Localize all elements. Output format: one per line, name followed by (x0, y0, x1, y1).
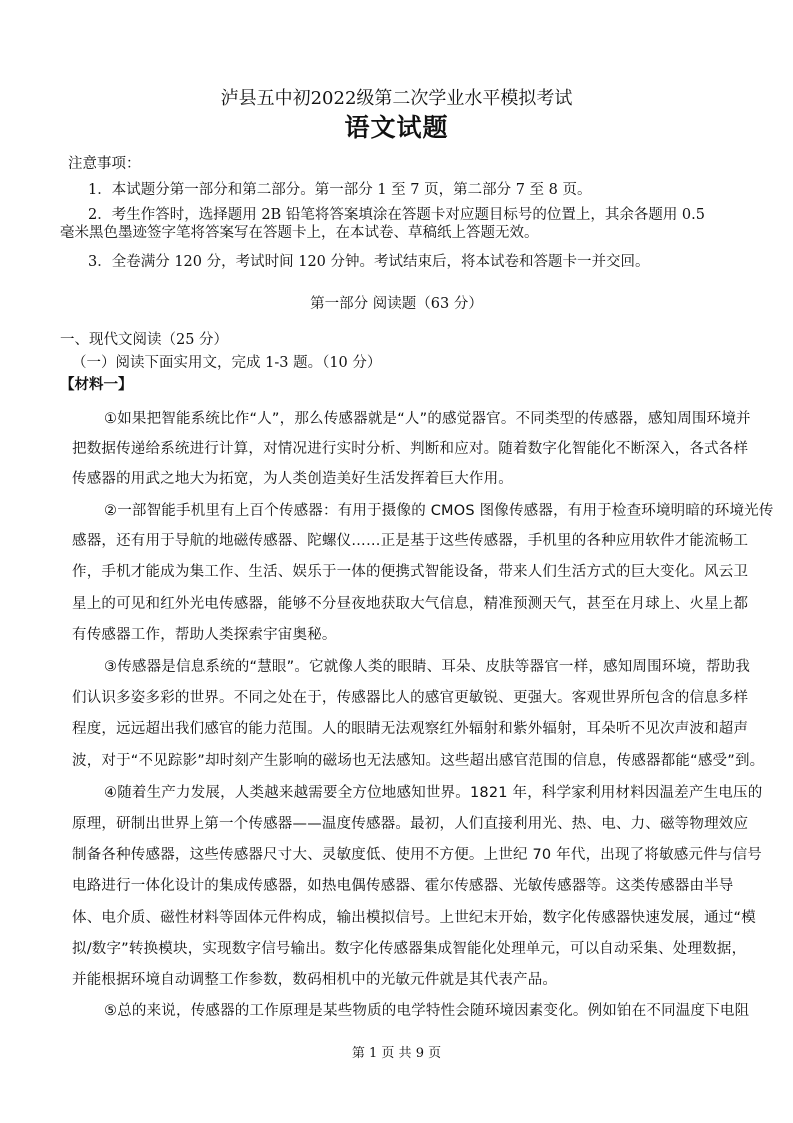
body-line: 有传感器工作，帮助人类探索宇宙奥秘。 (72, 627, 337, 643)
notice-heading: 注意事项： (68, 156, 141, 172)
notice-line: 毫米黑色墨迹签字笔将答案写在答题卡上，在本试卷、草稿纸上答题无效。 (60, 225, 539, 241)
notice-line: 2．考生作答时，选择题用 2B 铅笔将答案填涂在答题卡对应题目标号的位置上，其余各题用 0.5 (88, 207, 705, 223)
body-line: 把数据传递给系统进行计算，对情况进行实时分析、判断和应对。随着数字化智能化不断深入，各式各样 (72, 441, 749, 457)
body-line: 们认识多姿多彩的世界。不同之处在于，传感器比人的感官更敏锐、更强大。客观世界所包含的信息多样 (72, 690, 749, 706)
body-line: 拟/数字”转换模块，实现数字信号输出。数字化传感器集成智能化处理单元，可以自动采集、处理数据， (72, 941, 747, 957)
notice-line: 1．本试题分第一部分和第二部分。第一部分 1 至 7 页，第二部分 7 至 8 页。 (88, 182, 592, 198)
section-subtitle: （一）阅读下面实用文，完成 1-3 题。（10 分） (72, 355, 382, 371)
body-line: ②一部智能手机里有上百个传感器：有用于摄像的 CMOS 图像传感器，有用于检查环境明暗的环境光传 (104, 503, 774, 519)
body-line: ①如果把智能系统比作“人”，那么传感器就是“人”的感觉器官。不同类型的传感器，感知周围环境并 (104, 411, 751, 427)
material-label: 【材料一】 (60, 376, 133, 393)
body-line: ③传感器是信息系统的“慧眼”。它就像人类的眼睛、耳朵、皮肤等器官一样，感知周围环境，帮助我 (104, 659, 751, 675)
body-line: 电路进行一体化设计的集成传感器，如热电偶传感器、霍尔传感器、光敏传感器等。这类传感器由半导 (72, 878, 734, 894)
body-line: 并能根据环境自动调整工作参数，数码相机中的光敏元件就是其代表产品。 (72, 972, 558, 988)
body-line: 程度，远远超出我们感官的能力范围。人的眼睛无法观察红外辐射和紫外辐射，耳朵听不见次声波和超声 (72, 721, 749, 737)
body-line: ⑤总的来说，传感器的工作原理是某些物质的电学特性会随环境因素变化。例如铂在不同温度下电阻 (104, 1003, 750, 1019)
body-line: 原理，研制出世界上第一个传感器——温度传感器。最初，人们直接利用光、热、电、力、磁等物理效应 (72, 816, 749, 832)
body-line: 传感器的用武之地大为拓宽，为人类创造美好生活发挥着巨大作用。 (72, 471, 513, 487)
notice-line: 3．全卷满分 120 分，考试时间 120 分钟。考试结束后，将本试卷和答题卡一并交回。 (88, 254, 650, 270)
body-line: 制备各种传感器，这些传感器尺寸大、灵敏度低、使用不方便。上世纪 70 年代，出现了将敏感元件与信号 (72, 847, 762, 863)
body-line: 体、电介质、磁性材料等固体元件构成，输出模拟信号。上世纪末开始，数字化传感器快速发展，通过“模 (72, 910, 756, 926)
body-line: 星上的可见和红外光电传感器，能够不分昼夜地获取大气信息，精准预测天气，甚至在月球上、火星上都 (72, 596, 749, 612)
subject-title: 语文试题 (344, 113, 449, 142)
section-title: 一、现代文阅读（25 分） (60, 332, 229, 348)
part-title: 第一部分 阅读题（63 分） (310, 296, 483, 312)
body-line: ④随着生产力发展，人类越来越需要全方位地感知世界。1821 年，科学家利用材料因温差产生电压的 (104, 785, 763, 801)
body-line: 波，对于“不见踪影”却时刻产生影响的磁场也无法感知。这些超出感官范围的信息，传感器都能“感受”到。 (72, 753, 765, 769)
page-number: 第 1 页 共 9 页 (351, 1046, 442, 1061)
body-line: 感器，还有用于导航的地磁传感器、陀螺仪……正是基于这些传感器，手机里的各种应用软件才能流畅工 (72, 533, 749, 549)
body-line: 作，手机才能成为集工作、生活、娱乐于一体的便携式智能设备，带来人们生活方式的巨大变化。风云卫 (72, 564, 749, 580)
exam-title: 泸县五中初2022级第二次学业水平模拟考试 (220, 88, 573, 109)
